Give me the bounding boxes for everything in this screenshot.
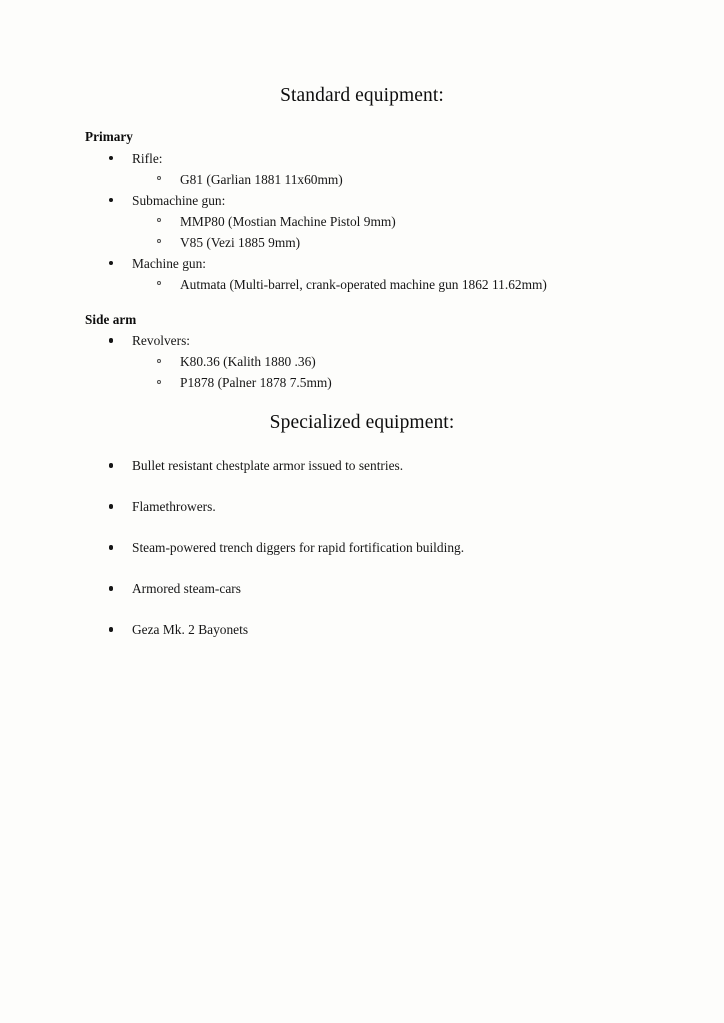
entry-text: P1878 (Palner 1878 7.5mm) [180,375,332,391]
primary-weapon-list [85,148,664,295]
entry-text: Autmata (Multi-barrel, crank-operated machine gun 1862 11.62mm) [180,276,547,292]
list-item [85,619,664,640]
page-title-specialized-equipment: Specialized equipment: [269,412,455,434]
entry-text: Armored steam-cars [132,581,241,597]
bullet-disc-icon [109,338,113,342]
bullet-disc-icon [109,504,113,508]
entry-text: Bullet resistant chestplate armor issued to sentries. [132,458,404,474]
list-item [132,372,664,393]
bullet-disc-icon [109,261,113,265]
bullet-circle-icon [157,281,161,285]
group-title: Submachine gun: [132,192,226,208]
bullet-disc-icon [109,586,113,590]
standard-equipment-section [85,84,664,108]
subsection-side-arm [85,310,664,394]
bullet-disc-icon [109,156,113,160]
entry-text: K80.36 (Kalith 1880 .36) [180,354,316,370]
page-title-standard-equipment: Standard equipment: [280,85,444,106]
list-item [85,253,664,295]
section-label-primary: Primary [85,128,133,144]
bullet-circle-icon [157,218,161,222]
bullet-circle-icon [157,380,161,384]
list-item [85,578,664,599]
list-item [85,455,664,476]
bullet-circle-icon [157,176,161,180]
list-item [85,330,664,393]
specialized-equipment-section [85,411,664,435]
entry-text: V85 (Vezi 1885 9mm) [180,234,301,250]
list-item [132,274,664,295]
list-item [132,211,664,232]
entry-text: G81 (Garlian 1881 11x60mm) [180,171,343,187]
bullet-disc-icon [109,545,113,549]
group-title: Rifle: [132,150,163,166]
bullet-disc-icon [109,627,113,631]
list-item [85,190,664,253]
group-title: Machine gun: [132,255,207,271]
bullet-circle-icon [157,359,161,363]
list-item [132,232,664,253]
section-label-side-arm: Side arm [85,311,137,327]
list-item [85,537,664,558]
entry-text: Flamethrowers. [132,499,216,515]
side-arm-weapon-list [85,330,664,393]
rifle-entry-list [132,169,664,190]
bullet-disc-icon [109,463,113,467]
subsection-primary [85,127,664,295]
list-item [132,169,664,190]
entry-text: Steam-powered trench diggers for rapid fortification building. [132,540,465,556]
bullet-circle-icon [157,239,161,243]
bullet-disc-icon [109,198,113,202]
entry-text: Geza Mk. 2 Bayonets [132,622,249,638]
revolver-entry-list [132,351,664,393]
submachine-gun-entry-list [132,211,664,253]
entry-text: MMP80 (Mostian Machine Pistol 9mm) [180,213,396,229]
group-title: Revolvers: [132,333,191,349]
list-item [85,496,664,517]
machine-gun-entry-list [132,274,664,295]
list-item [85,148,664,190]
specialized-equipment-list [85,455,664,640]
list-item [132,351,664,372]
